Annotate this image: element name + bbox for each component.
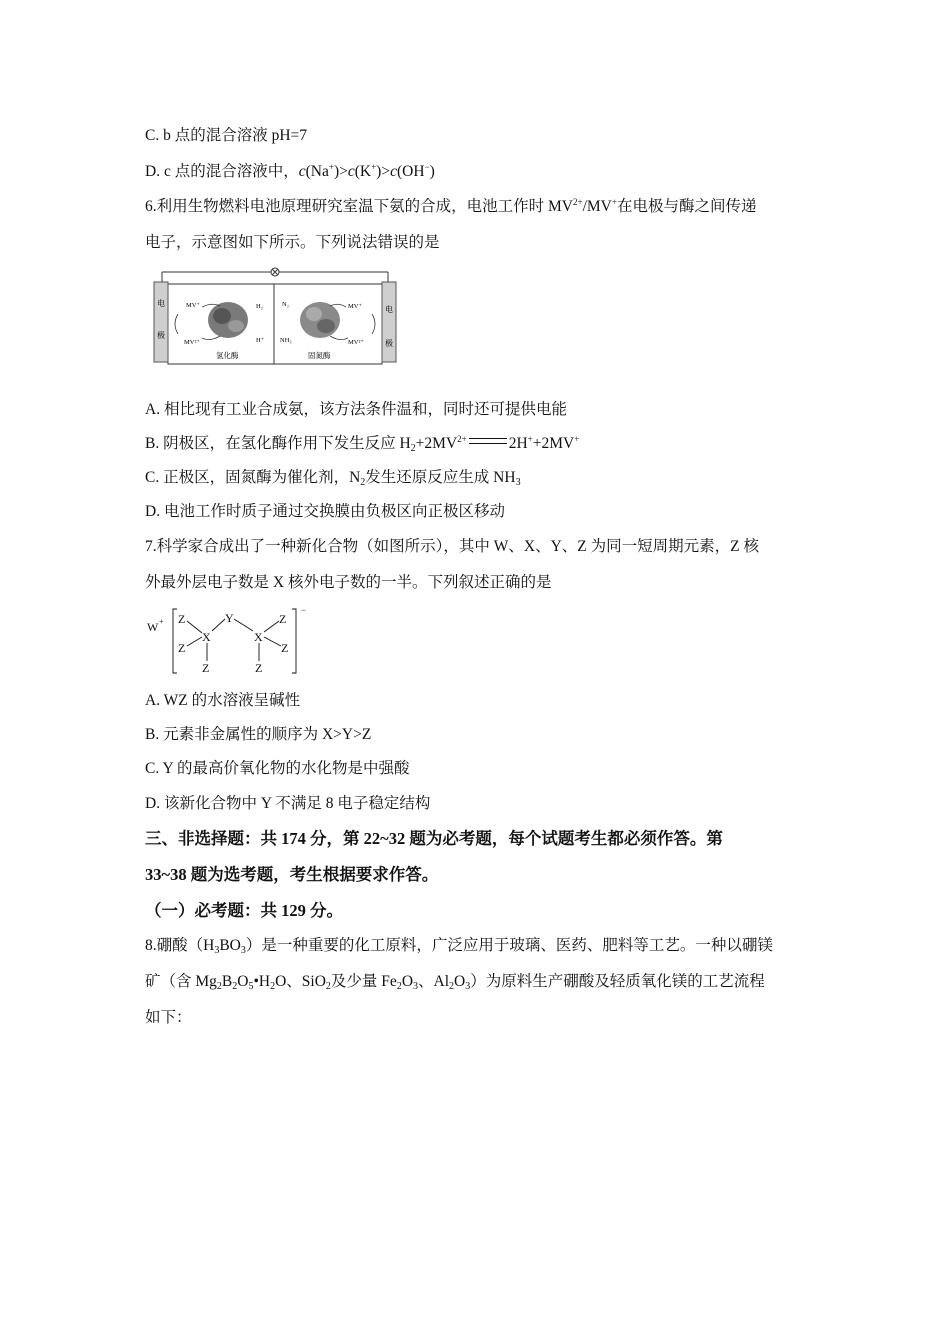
q7-option-a: A. WZ 的水溶液呈碱性 <box>145 692 301 709</box>
q6-option-c: C. 正极区，固氮酶为催化剂，$N_2$发生还原反应生成 $NH_3$ <box>145 469 521 488</box>
equals-sign <box>469 438 507 444</box>
right-electrode-label-2: 极 <box>385 339 393 348</box>
right-mv2-label: MV²⁺ <box>348 339 364 346</box>
q5-option-d: D. c 点的混合溶液中，c(Na+)>c(K+)>c(OH−) <box>145 162 435 180</box>
cation-w: W <box>147 620 159 634</box>
h-plus-label: H⁺ <box>256 337 265 344</box>
q7-option-c: C. Y 的最高价氧化物的水化物是中强酸 <box>145 760 410 777</box>
fuel-cell-diagram <box>150 262 400 370</box>
right-electrode <box>382 282 396 362</box>
nitrogenase-enzyme <box>300 302 340 338</box>
q8-stem-line3: 如下： <box>145 1009 192 1026</box>
hydrogenase-label: 氢化酶 <box>216 351 239 360</box>
q7-option-b: B. 元素非金属性的顺序为 X>Y>Z <box>145 726 372 743</box>
atom-z-5: Z <box>281 641 289 655</box>
q5-option-c: C. b 点的混合溶液 pH=7 <box>145 127 308 144</box>
q6-option-a: A. 相比现有工业合成氨，该方法条件温和，同时还可提供电能 <box>145 401 567 418</box>
q6-option-b: B. 阴极区，在氢化酶作用下发生反应 $H_2+2MV^{2+}$ 2H++2MV+ <box>145 434 580 454</box>
nitrogenase-label: 固氮酶 <box>308 351 331 360</box>
left-mv2-label: MV²⁺ <box>184 339 200 346</box>
right-electrode-label-1: 电 <box>385 305 393 314</box>
q7-stem-line2: 外最外层电子数是 X 核外电子数的一半。下列叙述正确的是 <box>145 574 552 591</box>
anion-structure <box>145 605 310 677</box>
section3-heading-line1: 三、非选择题：共 174 分，第 22~32 题为必考题，每个试题考生都必须作答。第 <box>145 829 723 848</box>
atom-z-6: Z <box>255 661 263 675</box>
section3-subheading: （一）必考题：共 129 分。 <box>145 901 343 920</box>
section3-heading-line2: 33~38 题为选考题，考生根据要求作答。 <box>145 865 439 884</box>
left-electrode-label-1: 电 <box>157 299 165 308</box>
left-electrode-label-2: 极 <box>157 331 165 340</box>
left-electrode <box>154 282 168 362</box>
q8-stem-line1: 8.硼酸$(H_3BO_3)$是一种重要的化工原料，广泛应用于玻璃、医药、肥料等工艺。一种以硼镁 <box>145 937 773 956</box>
atom-z-4: Z <box>279 612 287 626</box>
atom-z-2: Z <box>178 641 186 655</box>
atom-x-1: X <box>202 630 211 644</box>
n2-label: N₂ <box>282 301 289 308</box>
q6-stem-line2: 电子，示意图如下所示。下列说法错误的是 <box>145 234 440 251</box>
h2-label: H₂ <box>256 303 263 310</box>
atom-z-1: Z <box>178 612 186 626</box>
q7-option-d: D. 该新化合物中 Y 不满足 8 电子稳定结构 <box>145 795 431 812</box>
nh3-label: NH₃ <box>280 337 292 344</box>
q6-stem-line1: 6.利用生物燃料电池原理研究室温下氨的合成，电池工作时 $MV^{2+}/MV^+$在电极与酶之间传递 <box>145 197 757 215</box>
atom-y: Y <box>225 611 234 625</box>
q8-stem-line2: 矿（含 $Mg_2B_2O_5•H_2O$、SiO$_2$及少量 $Fe_2O_3$、$Al_2O_3$）为原料生产硼酸及轻质氧化镁的工艺流程 <box>145 973 765 992</box>
atom-x-2: X <box>254 630 263 644</box>
cation-charge: + <box>159 617 164 626</box>
left-mv-plus-label: MV⁺ <box>186 302 200 309</box>
right-mv-plus-label: MV⁺ <box>348 303 362 310</box>
anion-charge: − <box>301 605 307 615</box>
q6-option-d: D. 电池工作时质子通过交换膜由负极区向正极区移动 <box>145 503 505 520</box>
q7-stem-line1: 7.科学家合成出了一种新化合物（如图所示），其中 W、X、Y、Z 为同一短周期元素，Z 核 <box>145 538 759 555</box>
atom-z-3: Z <box>202 661 210 675</box>
